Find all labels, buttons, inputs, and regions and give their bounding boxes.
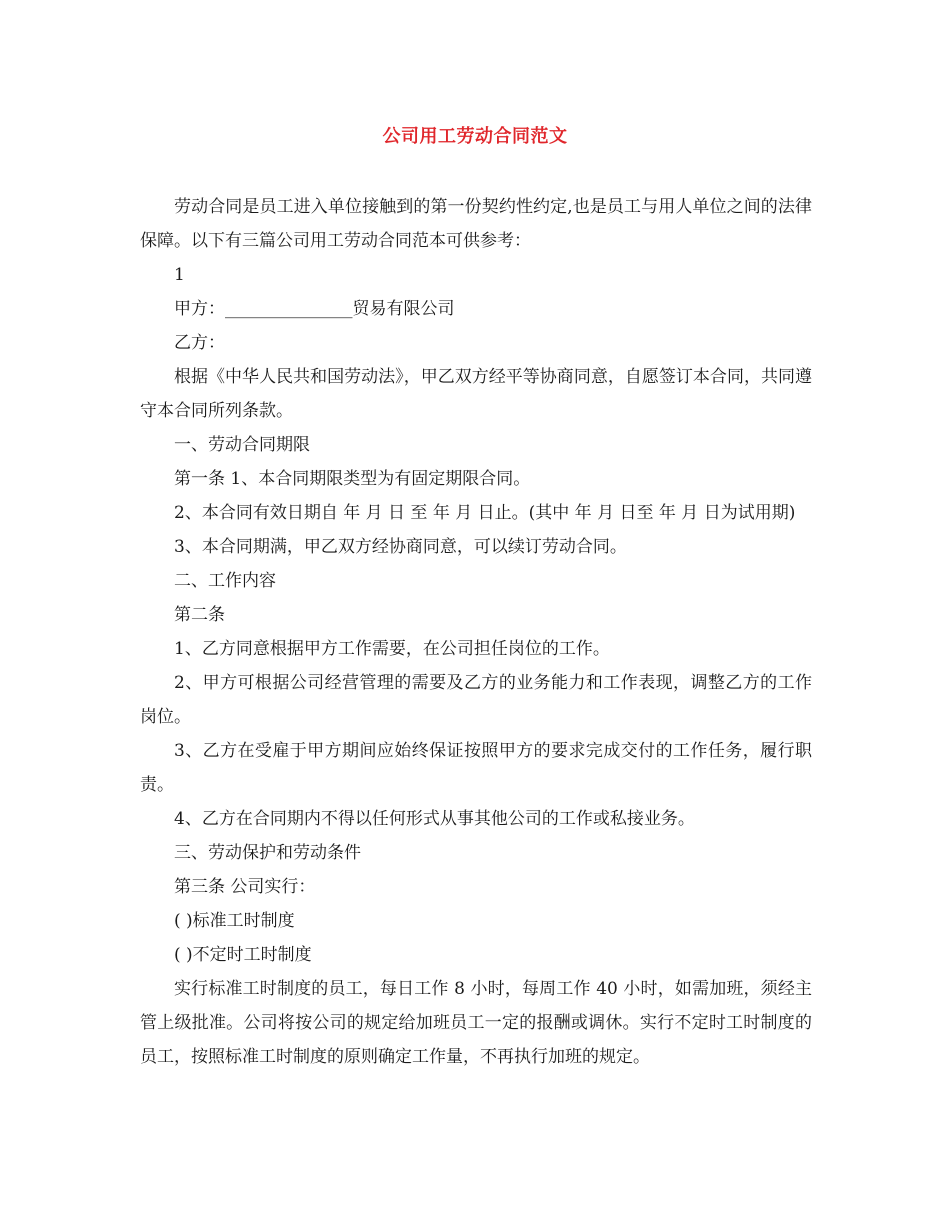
paragraph: 第一条 1、本合同期限类型为有固定期限合同。: [174, 469, 531, 489]
paragraph: 实行标准工时制度的员工，每日工作 8 小时，每周工作 40 小时，如需加班，须经主管上级批准。公司将按公司的规定给加班员工一定的报酬或调休。实行不定时工时制度的员工，按照标准工时制度的原则确定工作量，不再执行加班的规定。: [140, 979, 812, 1067]
paragraph: 乙方：: [174, 333, 225, 353]
section-heading: 一、劳动合同期限: [174, 435, 310, 455]
paragraph: 3、乙方在受雇于甲方期间应始终保证按照甲方的要求完成交付的工作任务，履行职责。: [140, 741, 812, 795]
paragraph: 2、甲方可根据公司经营管理的需要及乙方的业务能力和工作表现，调整乙方的工作岗位。: [140, 673, 812, 727]
document-title: 公司用工劳动合同范文: [382, 126, 568, 147]
paragraph: ( )不定时工时制度: [174, 945, 312, 965]
paragraph: 3、本合同期满，甲乙双方经协商同意，可以续订劳动合同。: [174, 537, 627, 557]
paragraph: 第二条: [174, 605, 225, 625]
section-heading: 三、劳动保护和劳动条件: [174, 843, 361, 863]
paragraph: ( )标准工时制度: [174, 911, 295, 931]
paragraph: 劳动合同是员工进入单位接触到的第一份契约性约定,也是员工与用人单位之间的法律保障。以下有三篇公司用工劳动合同范本可供参考：: [140, 197, 812, 251]
document-body: [140, 190, 812, 1074]
paragraph: 1、乙方同意根据甲方工作需要，在公司担任岗位的工作。: [174, 639, 610, 659]
paragraph: 1: [174, 265, 185, 285]
paragraph: 根据《中华人民共和国劳动法》，甲乙双方经平等协商同意，自愿签订本合同，共同遵守本合同所列条款。: [140, 367, 812, 421]
paragraph: 4、乙方在合同期内不得以任何形式从事其他公司的工作或私接业务。: [174, 809, 695, 829]
paragraph: 甲方：_______________贸易有限公司: [174, 299, 455, 319]
section-heading: 二、工作内容: [174, 571, 276, 591]
paragraph: 第三条 公司实行：: [174, 877, 316, 897]
paragraph: 2、本合同有效日期自 年 月 日 至 年 月 日止。(其中 年 月 日至 年 月 日为试用期): [174, 503, 796, 523]
